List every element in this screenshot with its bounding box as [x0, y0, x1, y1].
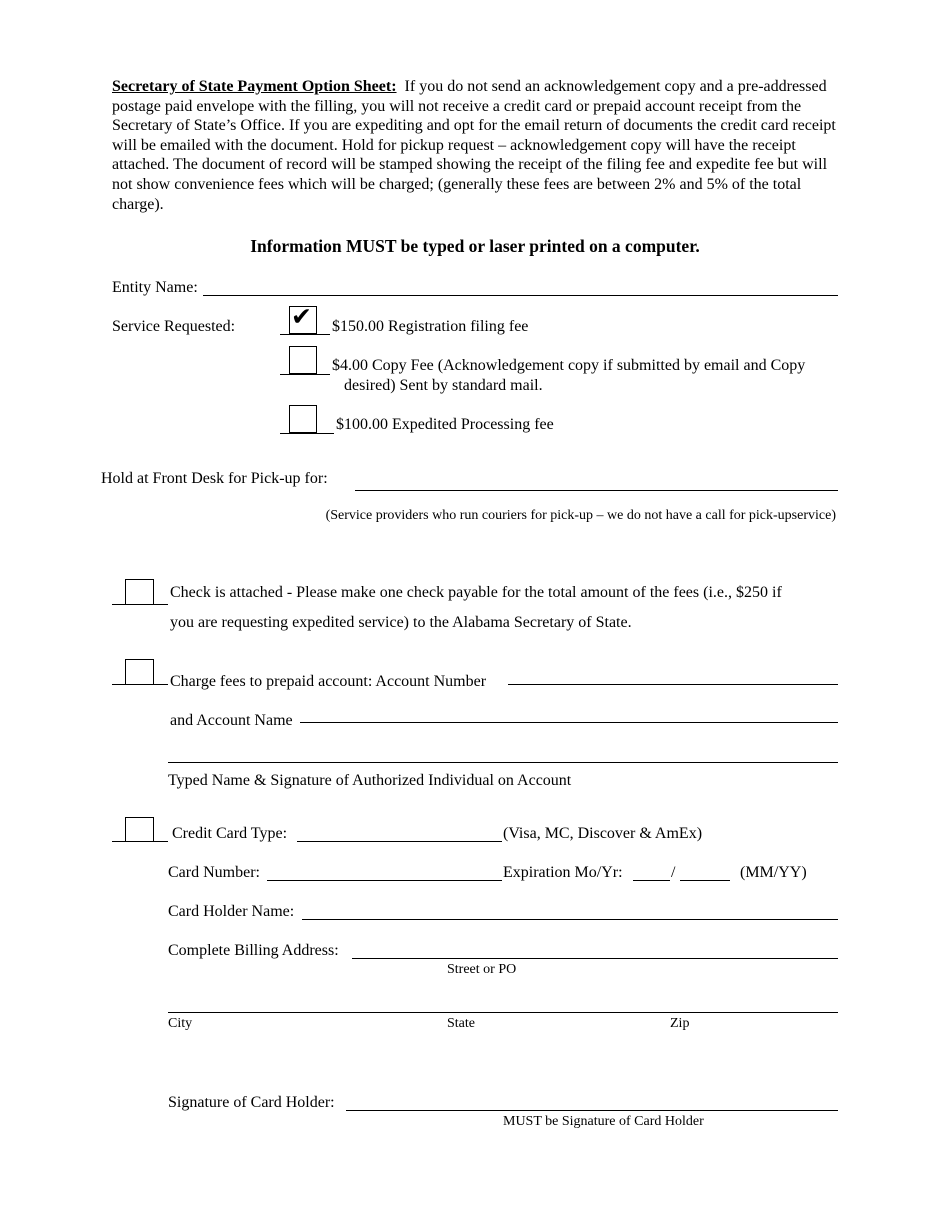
prepaid-line2: and Account Name: [170, 712, 293, 729]
state-caption: State: [447, 1016, 475, 1031]
street-caption: Street or PO: [447, 962, 517, 977]
expedited-fee-checkbox[interactable]: [289, 405, 317, 433]
billing-address-label: Complete Billing Address:: [168, 942, 339, 959]
intro-paragraph: [112, 77, 842, 214]
card-type-note: (Visa, MC, Discover & AmEx): [503, 825, 703, 842]
authorized-signature-field[interactable]: [168, 762, 838, 763]
zip-caption: Zip: [670, 1016, 690, 1031]
card-number-field[interactable]: [267, 880, 502, 881]
registration-fee-checkbox[interactable]: [289, 302, 317, 334]
card-type-field[interactable]: [297, 841, 502, 842]
city-caption: City: [168, 1016, 193, 1031]
expedited-fee-label: $100.00 Expedited Processing fee: [336, 416, 554, 433]
registration-fee-label: $150.00 Registration filing fee: [332, 318, 529, 335]
intro-title: Secretary of State Payment Option Sheet:: [112, 78, 397, 95]
check-attached-line1: Check is attached - Please make one check payable for the total amount of the fees (i.e., $250 if: [170, 584, 782, 601]
check-attached-line2: you are requesting expedited service) to the Alabama Secretary of State.: [170, 614, 632, 631]
prepaid-line1: Charge fees to prepaid account: Account Number: [170, 673, 487, 690]
expiration-year-field[interactable]: [680, 880, 730, 881]
card-holder-signature-label: Signature of Card Holder:: [168, 1094, 335, 1111]
pickup-label: Hold at Front Desk for Pick-up for:: [101, 470, 328, 487]
service-underline-1: [280, 334, 330, 335]
pickup-note: (Service providers who run couriers for pick-up – we do not have a call for pick-upservice): [325, 508, 836, 523]
billing-city-state-zip-field[interactable]: [168, 1012, 838, 1013]
entity-name-field[interactable]: [203, 295, 838, 296]
expiration-slash: /: [671, 864, 676, 881]
check-attached-checkbox[interactable]: [125, 579, 154, 605]
service-underline-3: [280, 433, 334, 434]
intro-text: If you do not send an acknowledgement copy and a pre-addressed postage paid envelope with the filling, you will not receive a credit card or prepaid account receipt from the Secretary of State’s Office. If you are expediting and opt for the email return of documents the credit card receipt will be emailed with the document. Hold for pickup request – acknowledgement copy will have the receipt attached. The document of record will be stamped showing the receipt of the filing fee and expedite fee but will not show convenience fees which will be charged; (generally these fees are between 2% and 5% of the total charge).: [112, 78, 836, 213]
authorized-signature-caption: Typed Name & Signature of Authorized Individual on Account: [168, 772, 572, 789]
entity-name-label: Entity Name:: [112, 279, 198, 296]
copy-fee-checkbox[interactable]: [289, 346, 317, 374]
expiration-format: (MM/YY): [740, 864, 807, 881]
account-name-field[interactable]: [300, 722, 838, 723]
card-number-label: Card Number:: [168, 864, 260, 881]
card-type-label: Credit Card Type:: [172, 825, 288, 842]
credit-card-checkbox[interactable]: [125, 817, 154, 842]
prepaid-account-checkbox[interactable]: [125, 659, 154, 685]
service-requested-label: Service Requested:: [112, 318, 236, 335]
card-holder-field[interactable]: [302, 919, 838, 920]
card-holder-signature-caption: MUST be Signature of Card Holder: [503, 1114, 704, 1129]
card-holder-label: Card Holder Name:: [168, 903, 295, 920]
account-number-field[interactable]: [508, 684, 838, 685]
copy-fee-label: $4.00 Copy Fee (Acknowledgement copy if submitted by email and Copy: [332, 357, 806, 374]
card-holder-signature-field[interactable]: [346, 1110, 838, 1111]
expiration-label: Expiration Mo/Yr:: [503, 864, 623, 881]
copy-fee-label-cont: desired) Sent by standard mail.: [344, 377, 543, 394]
service-underline-2: [280, 374, 330, 375]
billing-street-field[interactable]: [352, 958, 838, 959]
typed-notice: Information MUST be typed or laser printed on a computer.: [250, 236, 700, 256]
checkmark-icon: ✔: [291, 302, 312, 331]
pickup-field[interactable]: [355, 490, 838, 491]
expiration-month-field[interactable]: [633, 880, 670, 881]
